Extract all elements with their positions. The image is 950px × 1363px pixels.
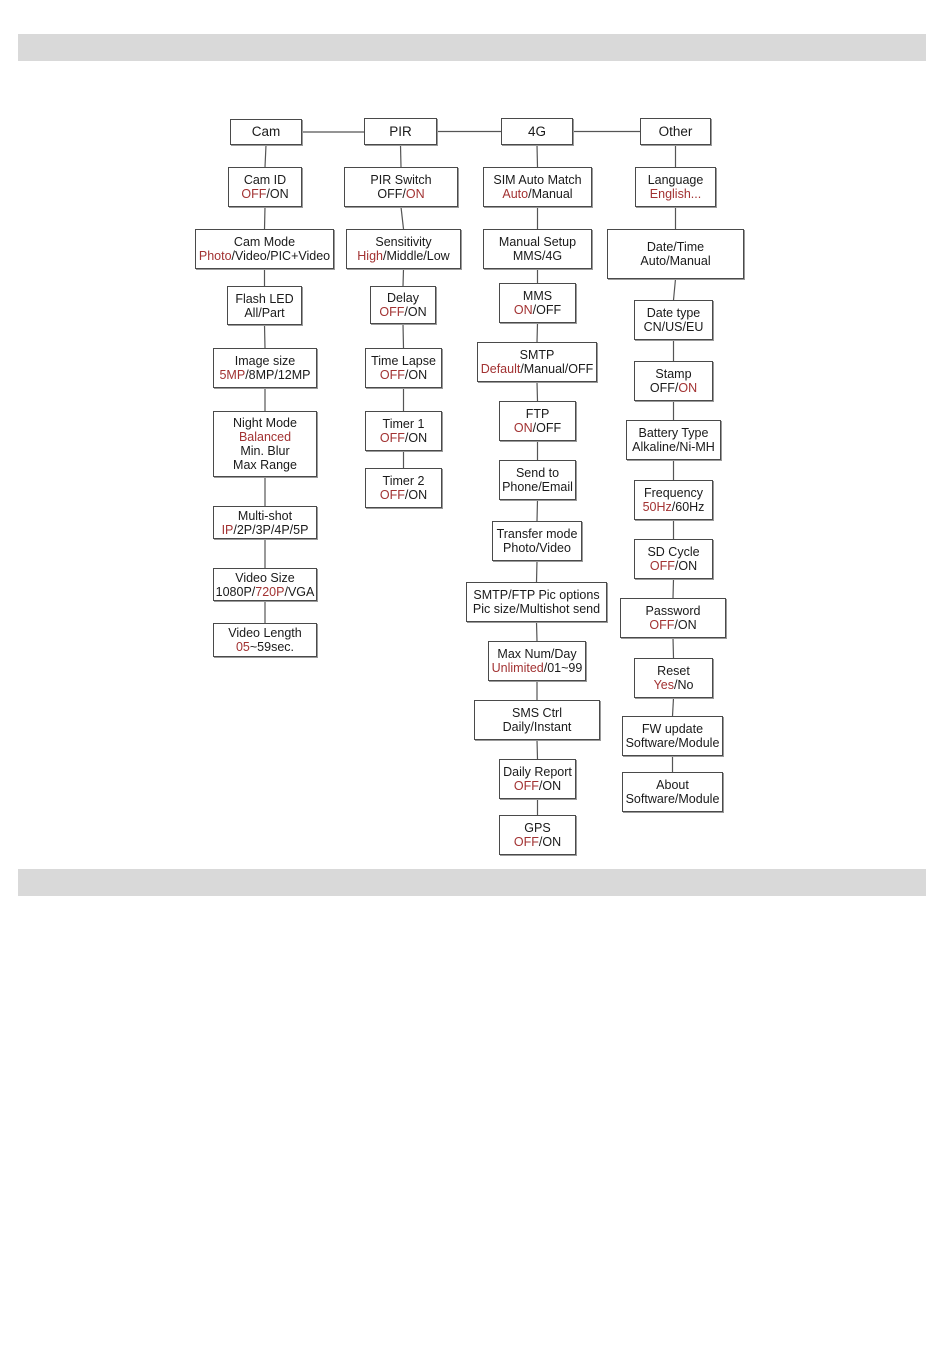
default-value: 50Hz [642,500,672,514]
chain-connector [537,740,538,759]
setting-options [379,305,426,319]
option-text: Video Length [228,626,302,640]
setting-label [233,416,297,430]
category-label: Other [658,123,693,139]
option-text: Software/Module [625,792,720,806]
option-text: MMS [522,289,553,303]
default-value: 720P [255,584,285,599]
option-text: Auto/Manual [640,254,711,268]
option-text: Daily Report [503,765,572,779]
setting-frequency [634,480,713,520]
setting-options [380,368,427,382]
setting-date-time [607,229,744,279]
option-text: MMS/4G [512,249,563,263]
setting-sms-ctrl [474,700,600,740]
setting-options [492,661,583,675]
option-text: Photo/Video [503,541,571,555]
setting-options [481,362,594,376]
chain-connector [265,145,266,167]
category-cam [230,119,302,145]
option-text: SMS Ctrl [512,706,562,720]
option-text: Software/Module [625,736,720,750]
setting-options [640,254,710,268]
setting-options [503,720,572,734]
option-text: SMTP/FTP Pic options [473,588,600,602]
setting-options [219,368,310,382]
setting-label [647,240,704,254]
setting-label [238,509,292,523]
setting-flash-led [227,286,302,325]
footer-band [18,869,926,896]
setting-label [370,173,431,187]
option-text: Night Mode [233,416,297,430]
setting-gps [499,815,576,855]
option-text: Timer 2 [382,474,425,488]
setting-options [650,559,697,573]
setting-label [499,235,576,249]
option-text: /ON [674,559,698,573]
setting-label [520,348,555,362]
option-text: /ON [404,368,428,382]
chain-connector [673,698,674,716]
option-text: Cam ID [243,173,287,187]
setting-options [377,187,424,201]
setting-label [644,486,703,500]
setting-timer-2 [365,468,442,508]
setting-options [473,602,600,616]
option-text: All/Part [244,305,285,320]
setting-night-mode [213,411,317,477]
option-text: About [656,778,689,792]
setting-send-to [499,460,576,500]
setting-label [383,474,425,488]
default-value: Auto [502,187,529,201]
chain-connector [673,579,674,598]
option-text: SD Cycle [647,545,700,559]
setting-options [357,249,449,263]
setting-label [497,647,576,661]
option-text: Alkaline/Ni-MH [632,440,715,454]
option-text: Date/Time [646,240,705,254]
setting-fw-update [622,716,723,756]
setting-transfer-mode [492,521,582,561]
setting-ftp [499,401,576,441]
option-text: /Manual/OFF [520,362,594,376]
option-text: /ON [674,618,697,632]
setting-label [642,722,703,736]
setting-options [502,187,572,201]
chain-connector [537,622,538,641]
default-value: OFF [649,618,675,632]
default-value: Balanced [238,430,292,444]
option-text: /Middle/Low [383,249,450,263]
default-value: Photo [198,249,232,263]
option-text: /Manual [528,187,573,201]
setting-sensitivity [346,229,461,269]
option-text: SMTP [519,348,555,362]
default-value: ON [678,381,698,395]
setting-options [216,585,315,599]
option-text: FTP [525,407,550,421]
setting-options [502,480,573,494]
setting-options [649,618,696,632]
option-text: OFF/ [377,187,406,201]
default-value: ON [405,187,425,201]
category-4g [501,118,573,145]
setting-options [654,678,694,692]
default-value: 5MP [219,368,246,382]
default-value: OFF [513,779,539,793]
chain-connector [401,145,402,167]
chain-connector [265,325,266,348]
setting-options [380,488,427,502]
default-value: OFF [379,488,405,502]
option-text: Language [647,173,704,187]
option-text: Flash LED [235,291,294,306]
setting-options [514,779,561,793]
option-text: /ON [266,187,289,201]
setting-label [244,173,286,187]
option-text: Video Size [235,570,295,585]
setting-cam-mode [195,229,334,269]
option-text: Max Range [233,458,297,472]
setting-options [514,303,561,317]
setting-options [233,458,297,472]
setting-label [234,235,295,249]
default-value: OFF [513,835,539,849]
setting-options [632,440,715,454]
setting-label [646,604,701,618]
option-text: /ON [404,431,428,445]
setting-label [387,291,419,305]
option-text: Phone/Email [502,480,573,494]
setting-about [622,772,723,812]
default-value: High [357,249,383,263]
setting-options [644,320,704,334]
option-text: /60Hz [671,500,705,514]
setting-delay [370,286,436,324]
option-text: /8MP/12MP [245,368,311,382]
setting-label [371,354,436,368]
chain-connector [265,207,266,229]
setting-options [626,792,720,806]
default-value: OFF [379,431,405,445]
setting-label [647,545,699,559]
option-text: Cam Mode [233,235,296,249]
chain-connector [403,269,404,286]
setting-manual-setup [483,229,592,269]
setting-options [236,640,294,654]
setting-daily-report [499,759,576,799]
setting-video-size [213,568,317,601]
option-text: /ON [404,305,427,319]
default-value: OFF [379,305,405,319]
setting-options [241,187,288,201]
option-text: /01~99 [543,661,583,675]
option-text: Delay [387,291,419,305]
setting-label [656,778,689,792]
option-text: FW update [641,722,704,736]
setting-options [222,523,309,537]
chain-connector [537,561,538,582]
category-label: Cam [251,124,281,139]
option-text: /OFF [532,421,562,435]
option-text: Multi-shot [237,508,293,523]
option-text: Date type [646,306,701,320]
setting-pir-switch [344,167,458,207]
category-label: 4G [527,123,546,139]
setting-label [512,706,562,720]
setting-smtp [477,342,597,382]
default-value: 05 [235,640,250,654]
chain-connector [673,638,674,658]
setting-multi-shot [213,506,317,539]
option-text: ~59sec. [249,640,295,654]
setting-sim-auto-match [483,167,592,207]
option-text: Password [645,604,701,618]
setting-label [383,417,425,431]
setting-smtp-ftp-pic-options [466,582,607,622]
setting-label [503,765,572,779]
chain-connector [537,500,538,521]
setting-label [473,588,599,602]
setting-label [647,306,701,320]
option-text: 1080P/ [215,584,256,599]
setting-sd-cycle [634,539,713,579]
option-text: Daily/Instant [502,720,572,734]
setting-options [650,187,701,201]
category-other [640,118,711,145]
option-text: /ON [538,835,562,849]
default-value: OFF [379,368,405,382]
option-text: Send to [515,466,560,480]
category-label: PIR [389,123,412,139]
setting-options [380,431,427,445]
option-text: Image size [234,354,296,368]
setting-battery-type [626,420,721,460]
setting-label [228,626,301,640]
setting-label [497,527,578,541]
setting-label [639,426,709,440]
setting-options [643,500,705,514]
option-text: Battery Type [638,426,709,440]
setting-options [626,736,720,750]
setting-max-num-day [488,641,586,681]
option-text: Time Lapse [371,354,436,368]
option-text: /ON [404,488,428,502]
setting-language [635,167,716,207]
chain-connector [674,279,676,300]
option-text: Stamp [655,367,692,381]
setting-mms [499,283,576,323]
default-value: English... [649,187,702,201]
setting-label [657,664,690,678]
default-value: ON [513,421,533,435]
category-pir [364,118,437,145]
setting-timer-1 [365,411,442,451]
setting-options [514,421,561,435]
chain-connector [403,324,404,348]
default-value: OFF [241,187,267,201]
option-text: CN/US/EU [643,320,704,334]
setting-label [493,173,581,187]
chain-connector [537,323,538,342]
setting-label [648,173,704,187]
setting-options [650,381,697,395]
default-value: Default [480,362,521,376]
option-text: Manual Setup [498,235,577,249]
setting-date-type [634,300,713,340]
default-value: Unlimited [491,661,544,675]
option-text: OFF/ [649,381,679,395]
option-text: /Video/PIC+Video [231,249,331,263]
default-value: IP [221,522,234,537]
option-text: /VGA [284,584,315,599]
setting-label [235,354,295,368]
setting-label [375,235,431,249]
option-text: Timer 1 [382,417,425,431]
setting-options [239,430,291,444]
setting-cam-id [228,167,302,207]
setting-stamp [634,361,713,401]
chain-connector [401,207,404,229]
setting-label [516,466,559,480]
setting-options [513,249,562,263]
default-value: OFF [649,559,675,573]
option-text: /OFF [532,303,562,317]
setting-label [526,407,550,421]
setting-reset [634,658,713,698]
setting-password [620,598,726,638]
setting-image-size [213,348,317,388]
option-text: SIM Auto Match [493,173,582,187]
setting-options [199,249,330,263]
default-value: ON [513,303,533,317]
option-text: Pic size/Multishot send [472,602,601,616]
option-text: Min. Blur [240,444,290,458]
setting-options [240,444,289,458]
setting-label [655,367,691,381]
option-text: PIR Switch [370,173,432,187]
option-text: Sensitivity [375,235,432,249]
option-text: Frequency [643,486,704,500]
setting-time-lapse [365,348,442,388]
option-text: Transfer mode [496,527,578,541]
setting-options [514,835,561,849]
option-text: Reset [657,664,690,678]
option-text: /ON [538,779,562,793]
setting-label [235,571,295,585]
option-text: GPS [524,821,551,835]
chain-connector [537,145,538,167]
setting-label [523,289,552,303]
option-text: /2P/3P/4P/5P [233,522,309,537]
setting-options [503,541,571,555]
setting-video-length [213,623,317,657]
chain-connector [537,382,538,401]
option-text: /No [673,678,694,692]
setting-options [244,306,284,320]
setting-label [524,821,550,835]
setting-label [235,292,293,306]
default-value: Yes [653,678,674,692]
option-text: Max Num/Day [497,647,577,661]
